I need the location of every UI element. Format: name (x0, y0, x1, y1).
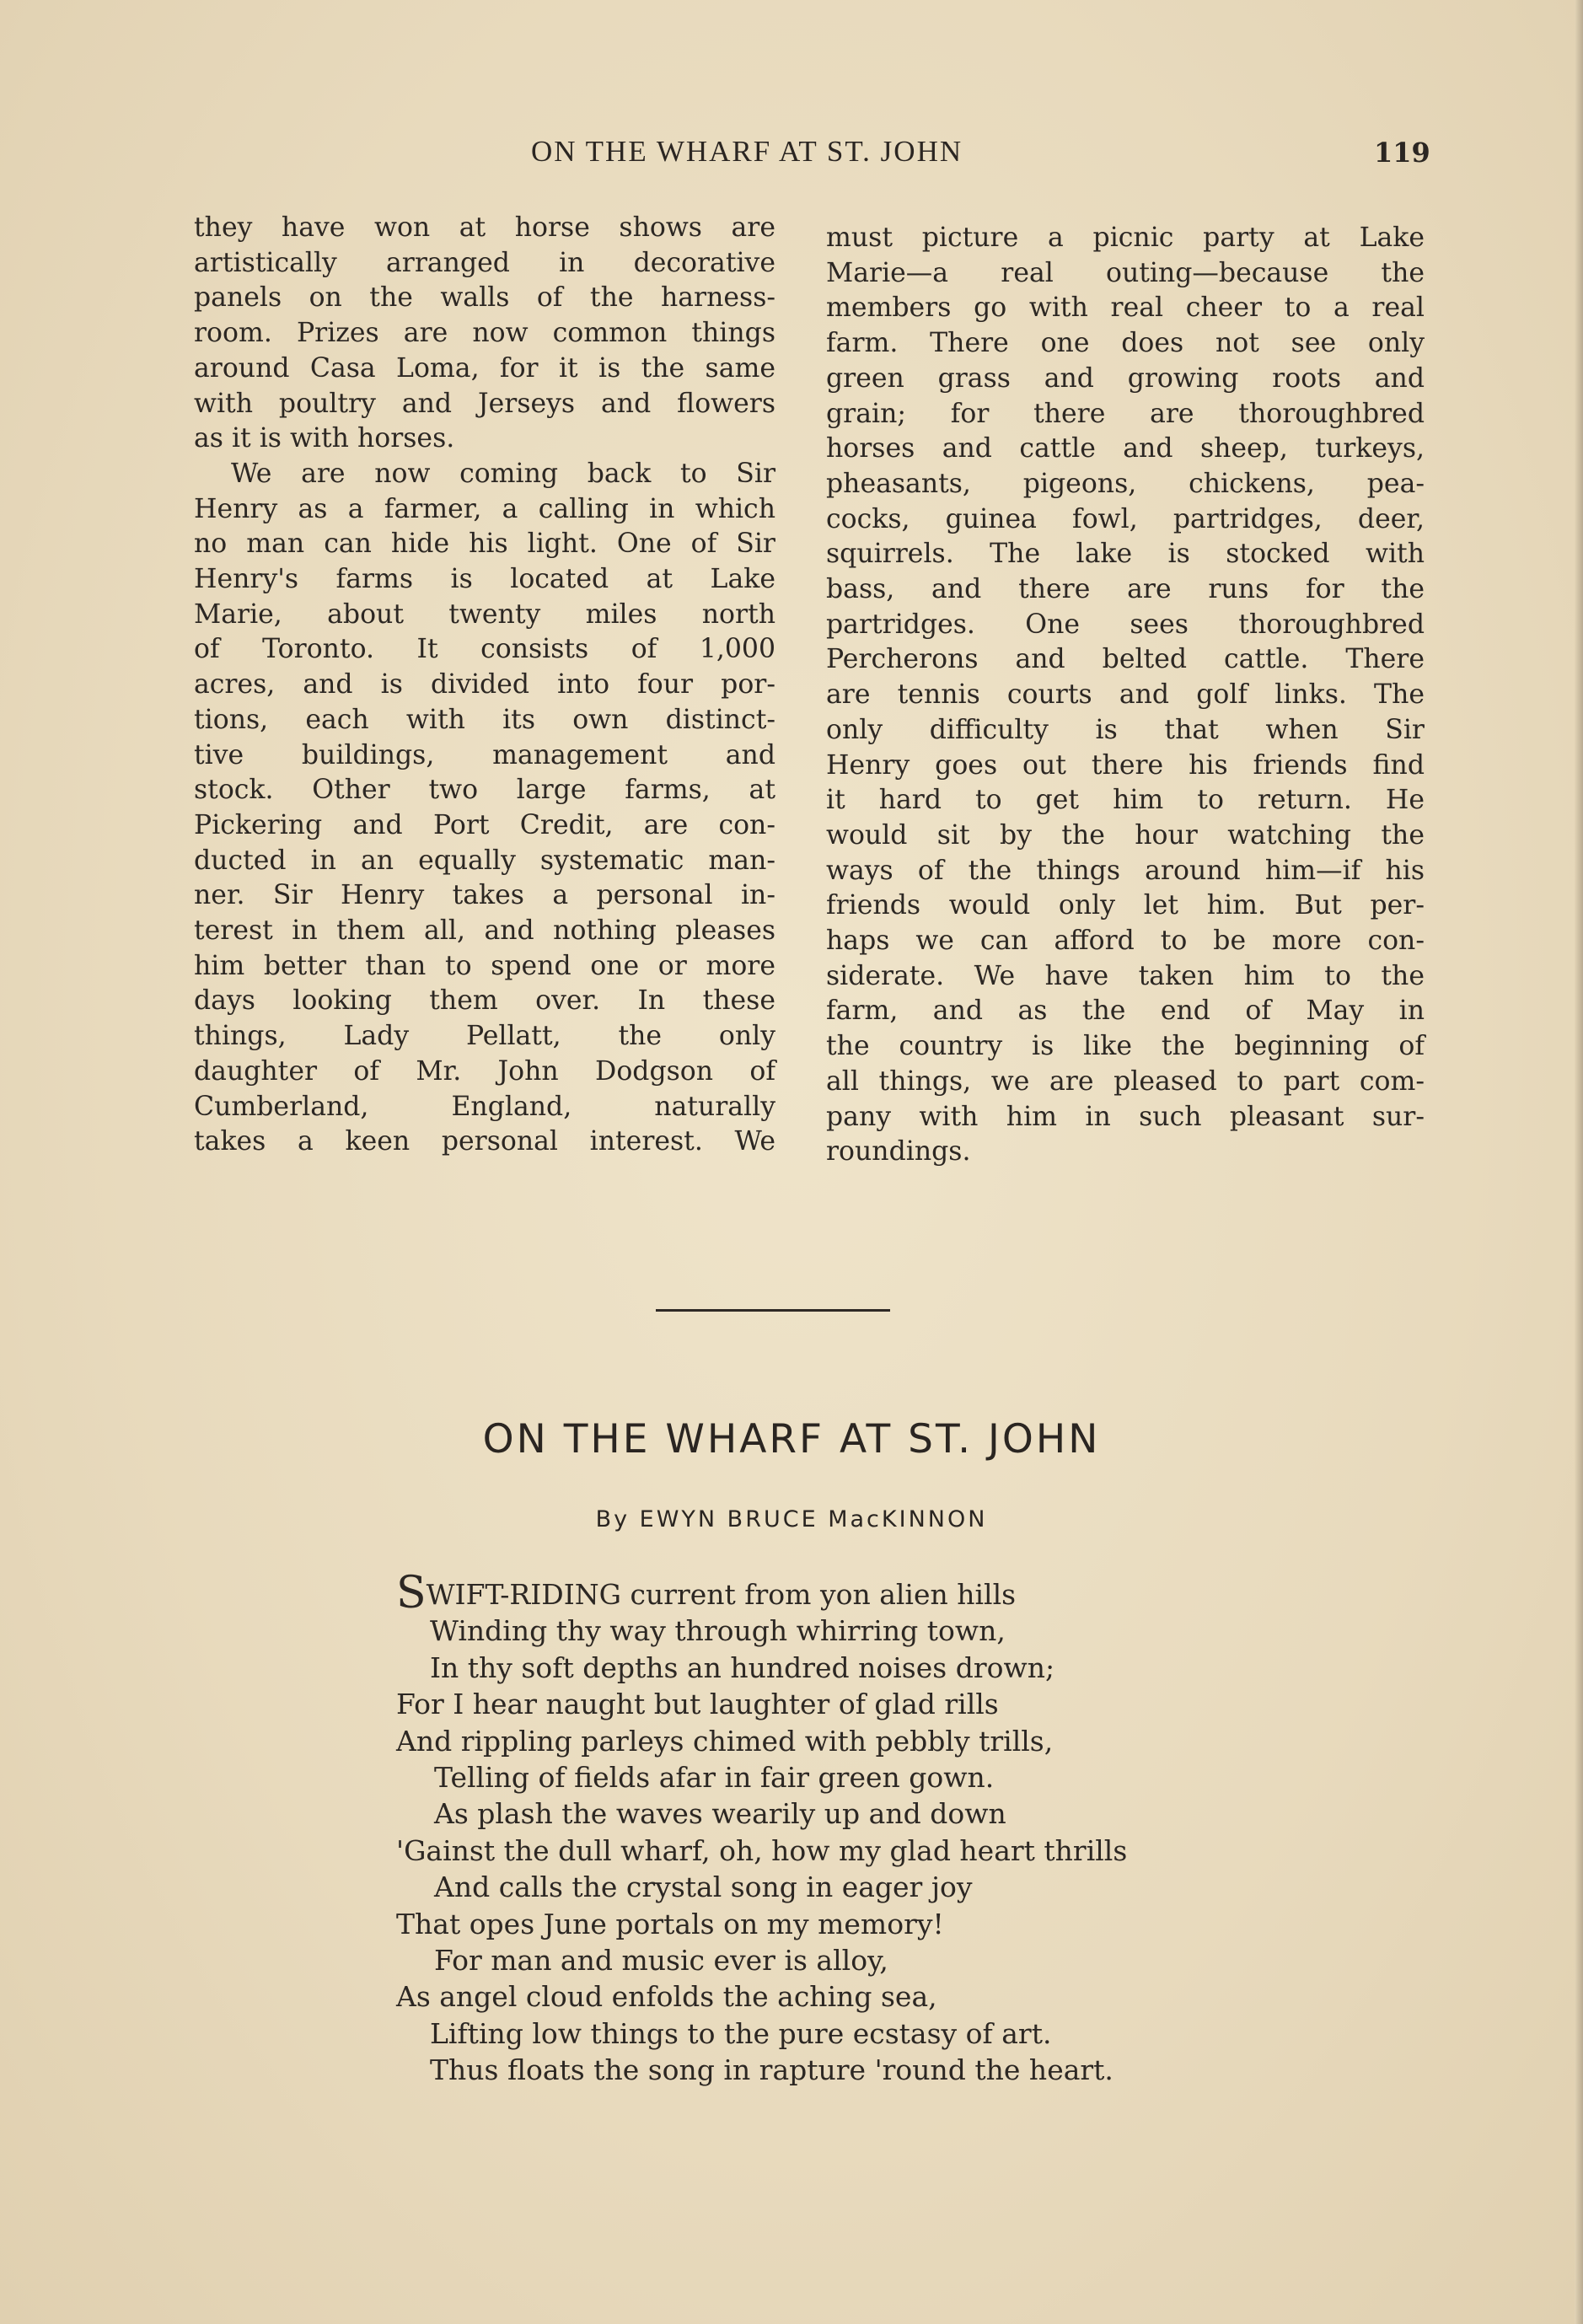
text-line: green grass and growing roots and (826, 362, 1425, 394)
text-line: as it is with horses. (194, 423, 455, 454)
text-line: pheasants, pigeons, chickens, pea- (826, 468, 1425, 499)
text-line: haps we can afford to be more con- (826, 926, 1425, 957)
text-line: roundings. (826, 1136, 971, 1167)
text-line: tive buildings, management and (194, 739, 775, 770)
poem-body (396, 1568, 1281, 2089)
text-line: Henry's farms is located at Lake (194, 564, 775, 595)
text-line: farm. There one does not see only (826, 328, 1425, 359)
text-line: room. Prizes are now common things (194, 318, 775, 349)
text-line: days looking them over. In these (194, 985, 775, 1017)
text-line: ner. Sir Henry takes a personal in- (194, 880, 775, 911)
text-line: the country is like the beginning of (826, 1031, 1425, 1062)
text-line: only difficulty is that when Sir (826, 714, 1425, 745)
page-header (0, 135, 1583, 177)
text-line: terest in them all, and nothing pleases (194, 915, 775, 947)
text-line: him better than to spend one or more (194, 950, 775, 981)
text-line: with poultry and Jerseys and flowers (194, 388, 775, 419)
text-line: We are now coming back to Sir (231, 458, 775, 489)
text-line: friends would only let him. But per- (826, 890, 1425, 921)
text-line: it hard to get him to return. He (826, 785, 1425, 816)
poem-first-line: WIFT-RIDING current from yon alien hills (426, 1578, 1017, 1611)
right-column (826, 221, 1425, 1170)
poem-line: That opes June portals on my memory! (396, 1907, 944, 1940)
text-line: around Casa Loma, for it is the same (194, 352, 775, 384)
poem-line: 'Gainst the dull wharf, oh, how my glad heart thrills (396, 1833, 1128, 1867)
text-line: horses and cattle and sheep, turkeys, (826, 433, 1425, 464)
text-line: Percherons and belted cattle. There (826, 644, 1425, 675)
poem-line: As plash the waves wearily up and down (434, 1797, 1006, 1831)
poem-byline: By EWYN BRUCE MacKINNON (595, 1506, 988, 1532)
text-line: Marie, about twenty miles north (194, 598, 775, 630)
text-line: Pickering and Port Credit, are con- (194, 809, 775, 840)
text-line: cocks, guinea fowl, partridges, deer, (826, 503, 1425, 534)
text-line: would sit by the hour watching the (826, 819, 1425, 851)
text-line: are tennis courts and golf links. The (826, 679, 1425, 711)
poem-line: Telling of fields afar in fair green gown. (434, 1761, 995, 1795)
text-line: Cumberland, England, naturally (194, 1091, 775, 1122)
text-line: panels on the walls of the harness- (194, 282, 775, 314)
text-line: ways of the things around him—if his (826, 855, 1425, 886)
text-line: Marie—a real outing—because the (826, 257, 1425, 288)
text-line: no man can hide his light. One of Sir (194, 529, 775, 560)
poem-line: And rippling parleys chimed with pebbly trills, (396, 1724, 1054, 1758)
poem-line: For I hear naught but laughter of glad rills (396, 1688, 999, 1721)
text-line: acres, and is divided into four por- (194, 669, 775, 700)
poem-line: As angel cloud enfolds the aching sea, (396, 1980, 937, 2014)
text-line: tions, each with its own distinct- (194, 704, 775, 735)
poem-title: ON THE WHARF AT ST. JOHN (482, 1416, 1101, 1463)
text-line: must picture a picnic party at Lake (826, 223, 1425, 253)
text-line: Henry as a farmer, a calling in which (194, 493, 775, 524)
text-line: daughter of Mr. John Dodgson of (194, 1055, 775, 1087)
text-line: pany with him in such pleasant sur- (826, 1101, 1425, 1132)
text-line: all things, we are pleased to part com- (826, 1065, 1425, 1097)
poem-line: For man and music ever is alloy, (434, 1944, 888, 1978)
text-line: takes a keen personal interest. We (194, 1126, 775, 1157)
text-line: Henry goes out there his friends find (826, 749, 1425, 781)
poem-line: In thy soft depths an hundred noises drown; (430, 1650, 1055, 1684)
poem-line: Thus floats the song in rapture 'round the heart. (430, 2053, 1113, 2087)
text-line: partridges. One sees thoroughbred (826, 609, 1425, 640)
running-title: ON THE WHARF AT ST. JOHN (531, 135, 963, 168)
text-line: siderate. We have taken him to the (826, 960, 1425, 991)
text-line: members go with real cheer to a real (826, 293, 1425, 324)
poem-line: Winding thy way through whirring town, (430, 1614, 1006, 1648)
text-line: stock. Other two large farms, at (194, 775, 775, 806)
drop-cap: S (396, 1568, 427, 1618)
poem-line (396, 1568, 1281, 1618)
poem-line: And calls the crystal song in eager joy (434, 1870, 973, 1904)
text-line: of Toronto. It consists of 1,000 (194, 634, 775, 665)
text-line: ducted in an equally systematic man- (194, 845, 775, 876)
left-column (194, 211, 775, 1160)
text-line: artistically arranged in decorative (194, 247, 775, 278)
text-line: bass, and there are runs for the (826, 574, 1425, 605)
text-line: they have won at horse shows are (194, 212, 775, 243)
text-line: things, Lady Pellatt, the only (194, 1021, 775, 1052)
page-edge (1575, 0, 1583, 2324)
text-line: farm, and as the end of May in (826, 996, 1425, 1027)
section-divider (656, 1309, 890, 1312)
text-line: squirrels. The lake is stocked with (826, 539, 1425, 570)
text-line: grain; for there are thoroughbred (826, 398, 1425, 429)
page-number: 119 (1374, 137, 1430, 169)
poem-line: Lifting low things to the pure ecstasy of art. (430, 2016, 1052, 2050)
